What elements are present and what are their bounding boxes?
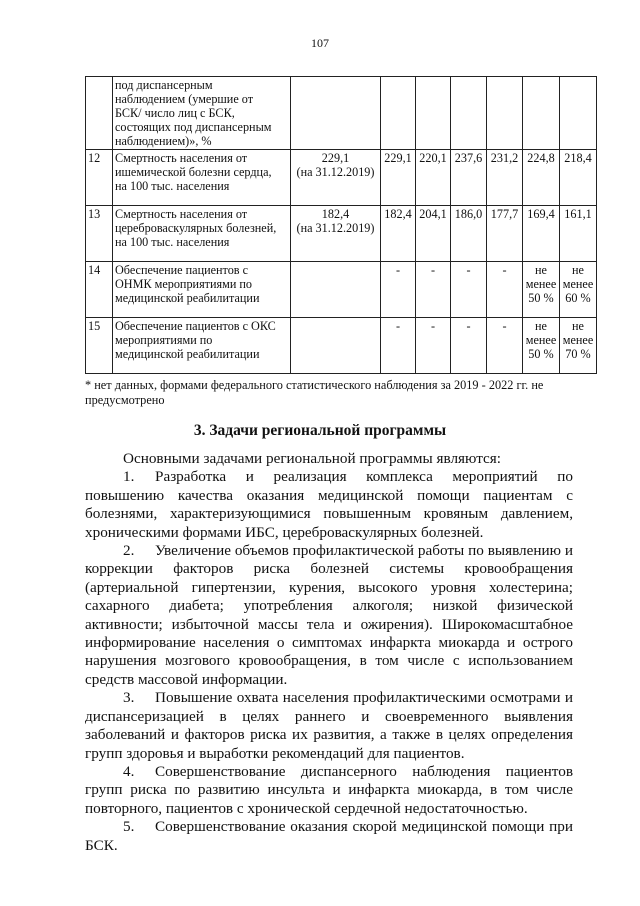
year-value (451, 77, 487, 150)
year-value: - (416, 262, 451, 318)
task-number: 2. (123, 542, 135, 560)
year-value: - (381, 318, 416, 374)
year-value: - (416, 318, 451, 374)
target-value: не менее 50 % (523, 318, 560, 374)
page-number: 107 (311, 36, 329, 50)
base-value (291, 262, 381, 318)
year-value: - (381, 262, 416, 318)
task-number: 3. (123, 689, 135, 707)
year-value: 218,4 (560, 150, 597, 206)
year-value: 231,2 (487, 150, 523, 206)
indicator-name: Смертность населения от цереброваскулярных болезней, на 100 тыс. населения (113, 206, 291, 262)
year-value: 204,1 (416, 206, 451, 262)
base-value (291, 318, 381, 374)
table-row (86, 150, 597, 206)
indicator-name: Обеспечение пациентов с ОНМК мероприятиями по медицинской реабилитации (113, 262, 291, 318)
year-value: 237,6 (451, 150, 487, 206)
task-text: Увеличение объемов профилактической работы по выявлению и коррекции факторов риска болезней системы кровообращения (артериальной гипертензии, курения, высокого уровня холестерина; сахарного диабета; употребления алкоголя; низкой физической активности; избыточной массы тела и ожирения). Широкомасштабное информирование населения о симптомах инфаркта миокарда и острого нарушения мозгового кровообращения, в том числе с использованием средств массовой информации. (85, 542, 573, 688)
task-item (85, 763, 573, 818)
task-text: Совершенствование диспансерного наблюдения пациентов групп риска по развитию инсульта и инфаркта миокарда, в том числе повторного, пациентов с хронической сердечной недостаточностью. (85, 762, 573, 817)
target-value: не менее 60 % (560, 262, 597, 318)
task-text: Совершенствование оказания скорой медицинской помощи при БСК. (85, 818, 573, 854)
base-value (291, 77, 381, 150)
year-value: 224,8 (523, 150, 560, 206)
year-value (381, 77, 416, 150)
section-content (85, 450, 573, 855)
year-value: 186,0 (451, 206, 487, 262)
tasks-list (85, 468, 573, 855)
base-value: 229,1 (на 31.12.2019) (291, 150, 381, 206)
year-value: - (487, 262, 523, 318)
task-number: 4. (123, 762, 135, 780)
task-item (85, 468, 573, 542)
year-value: 220,1 (416, 150, 451, 206)
base-value: 182,4 (на 31.12.2019) (291, 206, 381, 262)
table-footnote: * нет данных, формами федерального статистического наблюдения за 2019 - 2022 гг. не предусмотрено (85, 378, 544, 407)
task-text: Повышение охвата населения профилактическими осмотрами и диспансеризацией в целях раннего и своевременного выявления заболеваний и факторов риска их развития, а также в целях определения групп здоровья и выработки рекомендаций для пациентов. (85, 689, 573, 762)
task-item (85, 818, 573, 855)
target-value: не менее 50 % (523, 262, 560, 318)
indicator-name: Смертность населения от ишемической болезни сердца, на 100 тыс. населения (113, 150, 291, 206)
task-item (85, 689, 573, 763)
task-item (85, 542, 573, 689)
row-number: 13 (86, 206, 113, 262)
year-value: 169,4 (523, 206, 560, 262)
table-row (86, 77, 597, 150)
year-value (560, 77, 597, 150)
year-value: 182,4 (381, 206, 416, 262)
task-number: 5. (123, 818, 135, 836)
year-value: 229,1 (381, 150, 416, 206)
table-row (86, 318, 597, 374)
table-row (86, 206, 597, 262)
year-value (523, 77, 560, 150)
year-value: - (451, 262, 487, 318)
task-text: Разработка и реализация комплекса мероприятий по повышению качества оказания медицинской помощи пациентам с болезнями, характеризующимися повышенным кровяным давлением, хроническими формами ИБС, цереброваскулярных болезней. (85, 468, 573, 541)
table-row (86, 262, 597, 318)
row-number: 14 (86, 262, 113, 318)
task-number: 1. (123, 468, 135, 486)
year-value: 177,7 (487, 206, 523, 262)
year-value (416, 77, 451, 150)
row-number: 12 (86, 150, 113, 206)
section-heading: 3. Задачи региональной программы (193, 422, 447, 439)
row-number: 15 (86, 318, 113, 374)
row-number (86, 77, 113, 150)
year-value (487, 77, 523, 150)
year-value: 161,1 (560, 206, 597, 262)
intro-paragraph: Основными задачами региональной программы являются: (123, 450, 501, 467)
year-value: - (451, 318, 487, 374)
target-value: не менее 70 % (560, 318, 597, 374)
year-value: - (487, 318, 523, 374)
indicators-table (85, 76, 597, 374)
indicator-name: под диспансерным наблюдением (умершие от БСК/ число лиц с БСК, состоящих под диспансерным наблюдением)», % (113, 77, 291, 150)
indicator-name: Обеспечение пациентов с ОКС мероприятиями по медицинской реабилитации (113, 318, 291, 374)
